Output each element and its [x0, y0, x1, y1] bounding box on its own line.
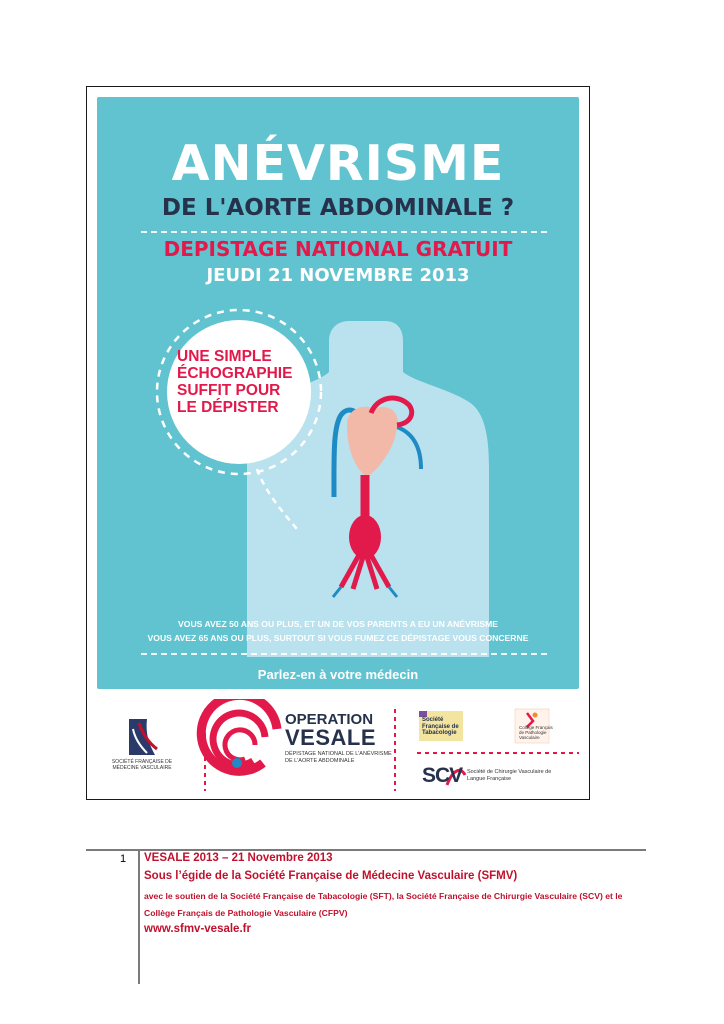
call-to-action: Parlez-en à votre médecin: [257, 667, 419, 682]
scv-logo-caption: Société de Chirurgie Vasculaire de Langue Française: [467, 769, 552, 782]
vesale-logo-title: OPERATION: [285, 711, 374, 728]
screening-headline: DEPISTAGE NATIONAL GRATUIT: [163, 237, 513, 261]
footer-website-link[interactable]: www.sfmv-vesale.fr: [144, 923, 251, 935]
footer-rule: [86, 849, 646, 851]
sft-logo-label: Société Française de Tabacologie: [422, 717, 459, 736]
vesale-logo: [201, 699, 277, 771]
footer-event-title: VESALE 2013 – 21 Novembre 2013: [144, 852, 333, 864]
vesale-logo-caption: DÉPISTAGE NATIONAL DE L'ANÉVRISME DE L'AORTE ABDOMINALE: [285, 751, 392, 764]
footer-patronage: Sous l’égide de la Société Française de Médecine Vasculaire (SFMV): [144, 870, 518, 882]
bubble-line: LE DÉPISTER: [177, 399, 279, 416]
sfmv-caption: SOCIÉTÉ FRANÇAISE DE MÉDECINE VASCULAIRE: [111, 759, 173, 771]
scv-logo-acronym: SCV: [422, 764, 463, 787]
footer-support: avec le soutien de la Société Française de Tabacologie (SFT), la Société Française de Chirurgie Vasculaire (SCV) et le Collège Français de Pathologie Vasculaire (CFPV): [144, 891, 623, 918]
divider: [141, 653, 547, 655]
aneurysm-bulge: [349, 515, 381, 559]
torso-illustration: [97, 97, 579, 689]
info-line-2: VOUS AVEZ 65 ANS OU PLUS, SURTOUT SI VOUS FUMEZ CE DÉPISTAGE VOUS CONCERNE: [147, 633, 529, 643]
info-line-1: VOUS AVEZ 50 ANS OU PLUS, ET UN DE VOS PARENTS A EU UN ANÉVRISME: [178, 619, 498, 629]
bubble-line: ÉCHOGRAPHIE: [177, 365, 293, 382]
cfpv-logo-label: Collège Français de Pathologie Vasculaire: [519, 725, 553, 740]
bubble-line: UNE SIMPLE: [177, 348, 272, 365]
sfmv-logo: [129, 719, 157, 755]
screening-date: JEUDI 21 NOVEMBRE 2013: [206, 265, 470, 286]
vesale-logo-name: VESALE: [285, 725, 377, 750]
bubble-text: [177, 348, 307, 416]
bubble-line: SUFFIT POUR: [177, 382, 281, 399]
poster: [86, 86, 590, 800]
poster-title: ANÉVRISME: [171, 135, 505, 192]
page-number: 1: [120, 853, 127, 865]
poster-background: [97, 97, 579, 689]
footer-vertical-rule: [138, 849, 140, 984]
poster-subtitle: DE L'AORTE ABDOMINALE ?: [161, 195, 515, 221]
partner-logos: [87, 699, 591, 799]
